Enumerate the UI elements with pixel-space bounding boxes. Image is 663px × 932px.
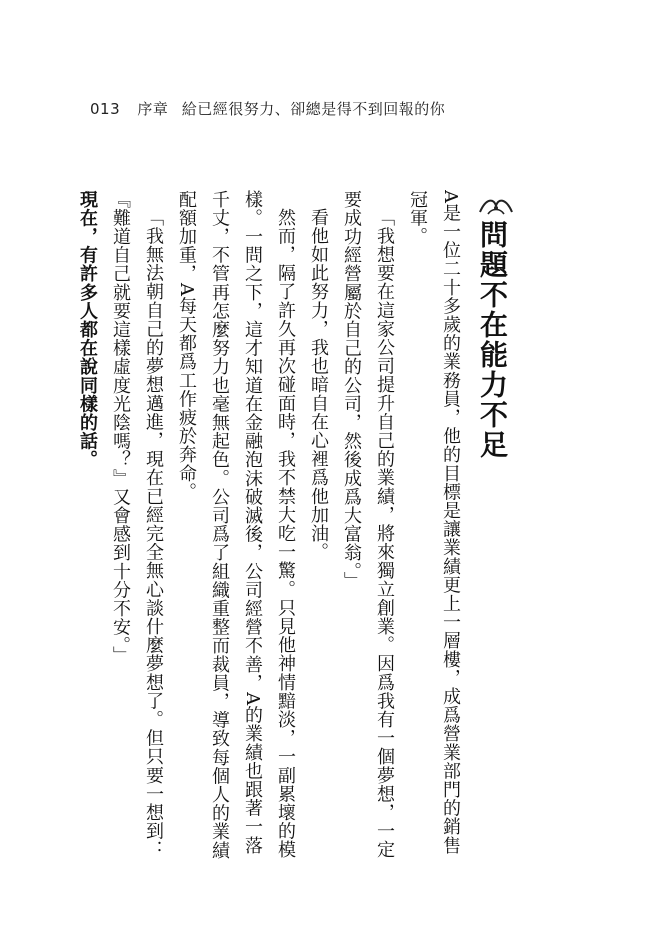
paragraph-1: A是一位二十多歲的業務員，他的目標是讓業績更上一層樓，成爲營業部門的銷售冠軍。 [407, 190, 461, 855]
section-heading-block [476, 212, 509, 460]
paragraph-2: 「我想要在這家公司提升自己的業績，將來獨立創業。因爲我有一個夢想，一定要成功經營屬於自己的公司，然後成爲大富翁。」 [341, 190, 395, 859]
paragraph-3: 看他如此努力，我也暗自在心裡爲他加油。 [308, 208, 329, 562]
paragraph-4: 然而，隔了許久再次碰面時，我不禁大吃一驚。只見他神情黯淡，一副累壞的模樣。一問之下，這才知道在金融泡沫破滅後，公司經營不善，A的業績也跟著一落千丈，不管再怎麼努力也毫無起色。公司爲了組織重整而裁員，導致每個人的業績配額加重，A每天都爲工作疲於奔命。 [176, 190, 296, 860]
flourish-ornament-icon [476, 196, 516, 218]
paragraph-5: 「我無法朝自己的夢想邁進，現在已經完全無心談什麼夢想了。但只要一想到：『難道自己就要這樣虛度光陰嗎？』又會感到十分不安。」 [110, 190, 164, 859]
paragraph-6: 現在，有許多人都在說同樣的話。 [77, 190, 98, 469]
chapter-label: 序章 [137, 100, 169, 118]
section-heading: 問題不在能力不足 [476, 220, 509, 460]
page-number: 013 [90, 100, 121, 118]
chapter-title: 給已經很努力、卻總是得不到回報的你 [181, 100, 446, 118]
body-text [27, 190, 467, 870]
running-head [90, 98, 445, 119]
